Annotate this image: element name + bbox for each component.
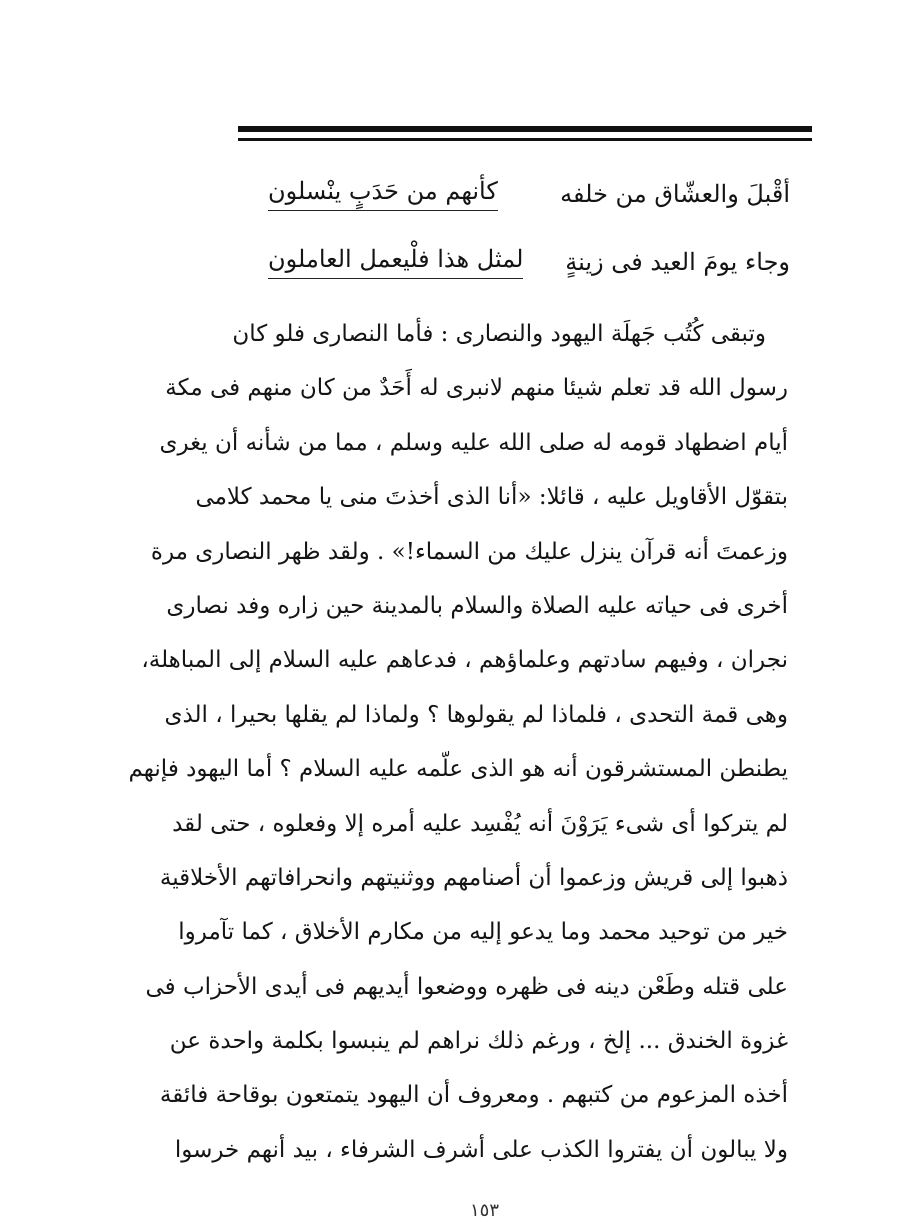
- poem-verse-1: [240, 172, 790, 216]
- body-line: بتقوّل الأقاويل عليه ، قائلا: «أنا الذى أخذتَ منى يا محمد كلامى: [195, 484, 788, 511]
- header-rule-thick: [238, 126, 812, 132]
- body-line: ولا يبالون أن يفتروا الكذب على أشرف الشرفاء ، بيد أنهم خرسوا: [174, 1136, 788, 1163]
- page-number: ١٥٣: [470, 1200, 500, 1221]
- header-rule-thin: [238, 138, 812, 141]
- body-line: وتبقى كُتُب جَهلَة اليهود والنصارى : فأما النصارى فلو كان: [232, 321, 766, 347]
- body-line: يطنطن المستشرقون أنه هو الذى علّمه عليه السلام ؟ أما اليهود فإنهم: [128, 756, 788, 783]
- verse-1-first-hemistich: أقْبلَ والعشّاق من خلفه: [560, 180, 790, 208]
- body-paragraph: [128, 314, 788, 1184]
- body-line: وهى قمة التحدى ، فلماذا لم يقولوها ؟ ولماذا لم يقلها بحيرا ، الذى: [164, 701, 788, 728]
- body-line: لم يتركوا أى شىء يَرَوْنَ أنه يُفْسِد عليه أمره إلا وفعلوه ، حتى لقد: [172, 810, 788, 837]
- verse-2-second-hemistich: لمثل هذا فلْيعمل العاملون: [268, 240, 523, 279]
- poem-verse-2: [240, 240, 790, 284]
- body-line: خير من توحيد محمد وما يدعو إليه من مكارم الأخلاق ، كما تآمروا: [178, 919, 788, 946]
- body-line: أخرى فى حياته عليه الصلاة والسلام بالمدينة حين زاره وفد نصارى: [166, 592, 788, 619]
- verse-2-first-hemistich: وجاء يومَ العيد فى زينةٍ: [565, 248, 790, 276]
- body-line: ذهبوا إلى قريش وزعموا أن أصنامهم ووثنيتهم وانحرافاتهم الأخلاقية: [159, 864, 788, 891]
- body-line: رسول الله قد تعلم شيئا منهم لانبرى له أَحَدٌ من كان منهم فى مكة: [165, 375, 788, 402]
- body-line: أيام اضطهاد قومه له صلى الله عليه وسلم ، مما من شأنه أن يغرى: [159, 429, 788, 456]
- body-line: على قتله وطَعْن دينه فى ظهره ووضعوا أيديهم فى أيدى الأحزاب فى: [145, 973, 788, 1000]
- body-line: وزعمتَ أنه قرآن ينزل عليك من السماء!» . ولقد ظهر النصارى مرة: [150, 538, 788, 565]
- body-line: غزوة الخندق ... إلخ ، ورغم ذلك نراهم لم ينبسوا بكلمة واحدة عن: [169, 1028, 788, 1055]
- body-line: أخذه المزعوم من كتبهم . ومعروف أن اليهود يتمتعون بوقاحة فائقة: [159, 1082, 788, 1109]
- verse-1-second-hemistich: كأنهم من حَدَبٍ ينْسلون: [268, 172, 498, 211]
- body-line: نجران ، وفيهم سادتهم وعلماؤهم ، فدعاهم عليه السلام إلى المباهلة،: [141, 647, 788, 674]
